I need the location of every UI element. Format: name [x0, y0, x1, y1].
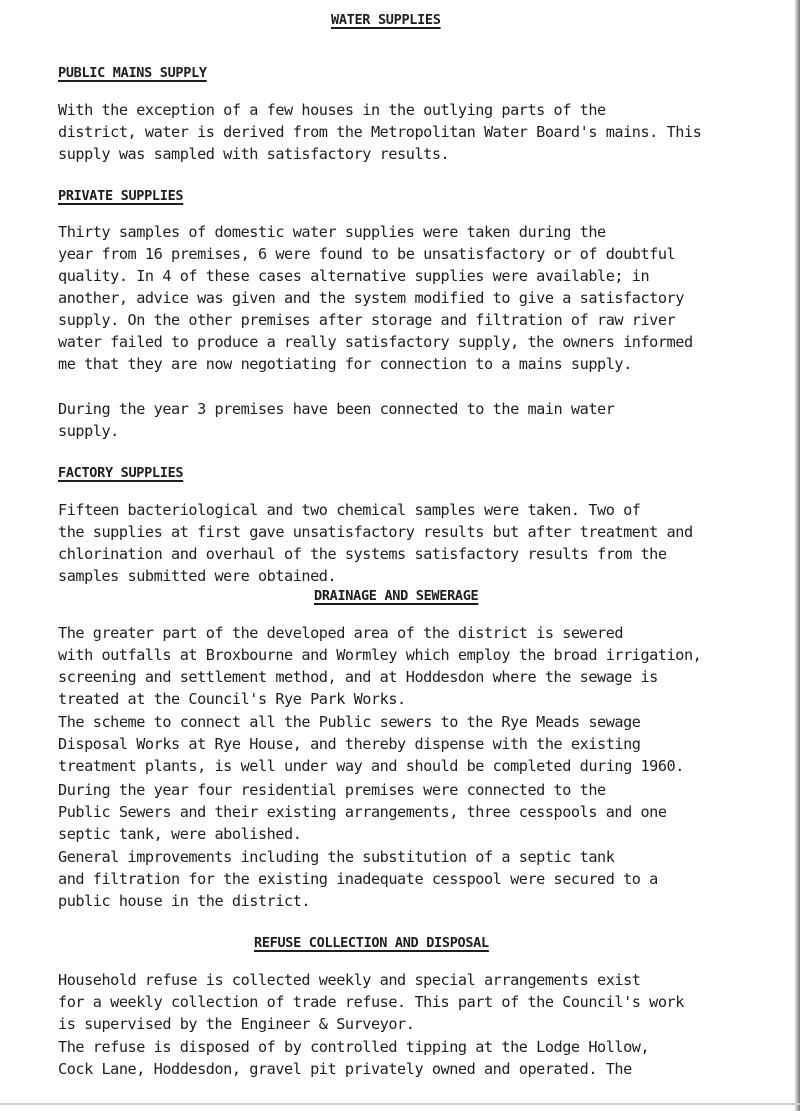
text-line: During the year four residential premises were connected to the: [58, 781, 606, 799]
text-line: district, water is derived from the Metropolitan Water Board's mains. This: [58, 123, 702, 141]
text-line: septic tank, were abolished.: [58, 825, 302, 843]
text-line: supply. On the other premises after storage and filtration of raw river: [58, 311, 676, 329]
text-line: Public Sewers and their existing arrangements, three cesspools and one: [58, 803, 667, 821]
text-line: samples submitted were obtained.: [58, 567, 337, 585]
page-edge-shadow: [794, 0, 800, 1111]
text-line: Household refuse is collected weekly and special arrangements exist: [58, 971, 641, 989]
text-line: is supervised by the Engineer & Surveyor.: [58, 1015, 415, 1033]
text-line: With the exception of a few houses in the outlying parts of the: [58, 101, 606, 119]
text-line: screening and settlement method, and at Hoddesdon where the sewage is: [58, 668, 658, 686]
paragraph-general-improvements: [58, 846, 800, 912]
text-line: another, advice was given and the system modified to give a satisfactory: [58, 289, 684, 307]
paragraph-rye-meads-scheme: [58, 711, 800, 777]
paragraph-refuse-collection: [58, 969, 800, 1035]
text-line: General improvements including the substitution of a septic tank: [58, 848, 615, 866]
text-line: for a weekly collection of trade refuse. This part of the Council's work: [58, 993, 684, 1011]
paragraph-refuse-disposal: [58, 1036, 800, 1080]
section-heading-public-mains-supply: PUBLIC MAINS SUPPLY: [58, 65, 207, 81]
paragraph-residential-connections: [58, 779, 800, 845]
text-line: Disposal Works at Rye House, and thereby dispense with the existing: [58, 735, 641, 753]
text-line: supply was sampled with satisfactory results.: [58, 145, 450, 163]
text-line: me that they are now negotiating for connection to a mains supply.: [58, 355, 632, 373]
text-line: The refuse is disposed of by controlled tipping at the Lodge Hollow,: [58, 1038, 650, 1056]
section-heading-drainage-and-sewerage: DRAINAGE AND SEWERAGE: [314, 588, 479, 604]
text-line: The greater part of the developed area of the district is sewered: [58, 624, 624, 642]
text-line: Thirty samples of domestic water supplies were taken during the: [58, 223, 606, 241]
paragraph-sewered-area: [58, 622, 800, 710]
paragraph-factory-supplies: [58, 499, 800, 587]
text-line: quality. In 4 of these cases alternative supplies were available; in: [58, 267, 650, 285]
text-line: Fifteen bacteriological and two chemical samples were taken. Two of: [58, 501, 641, 519]
text-line: and filtration for the existing inadequate cesspool were secured to a: [58, 870, 658, 888]
text-line: supply.: [58, 422, 119, 440]
text-line: chlorination and overhaul of the systems satisfactory results from the: [58, 545, 667, 563]
text-line: treatment plants, is well under way and should be completed during 1960.: [58, 757, 684, 775]
paragraph-connections: [58, 398, 800, 442]
text-line: Cock Lane, Hoddesdon, gravel pit privately owned and operated. The: [58, 1060, 632, 1078]
text-line: During the year 3 premises have been connected to the main water: [58, 400, 615, 418]
page-bottom-rule: [0, 1103, 800, 1105]
text-line: The scheme to connect all the Public sewers to the Rye Meads sewage: [58, 713, 641, 731]
section-heading-private-supplies: PRIVATE SUPPLIES: [58, 188, 184, 204]
text-line: the supplies at first gave unsatisfactory results but after treatment and: [58, 523, 693, 541]
paragraph-private-supplies: [58, 221, 800, 375]
text-line: treated at the Council's Rye Park Works.: [58, 690, 406, 708]
page-title: WATER SUPPLIES: [331, 12, 441, 28]
text-line: with outfalls at Broxbourne and Wormley which employ the broad irrigation,: [58, 646, 702, 664]
section-heading-refuse-collection-and-disposal: REFUSE COLLECTION AND DISPOSAL: [254, 935, 489, 951]
text-line: water failed to produce a really satisfactory supply, the owners informed: [58, 333, 693, 351]
text-line: public house in the district.: [58, 892, 311, 910]
section-heading-factory-supplies: FACTORY SUPPLIES: [58, 465, 184, 481]
text-line: year from 16 premises, 6 were found to be unsatisfactory or of doubtful: [58, 245, 676, 263]
paragraph-public-mains: [58, 99, 800, 165]
